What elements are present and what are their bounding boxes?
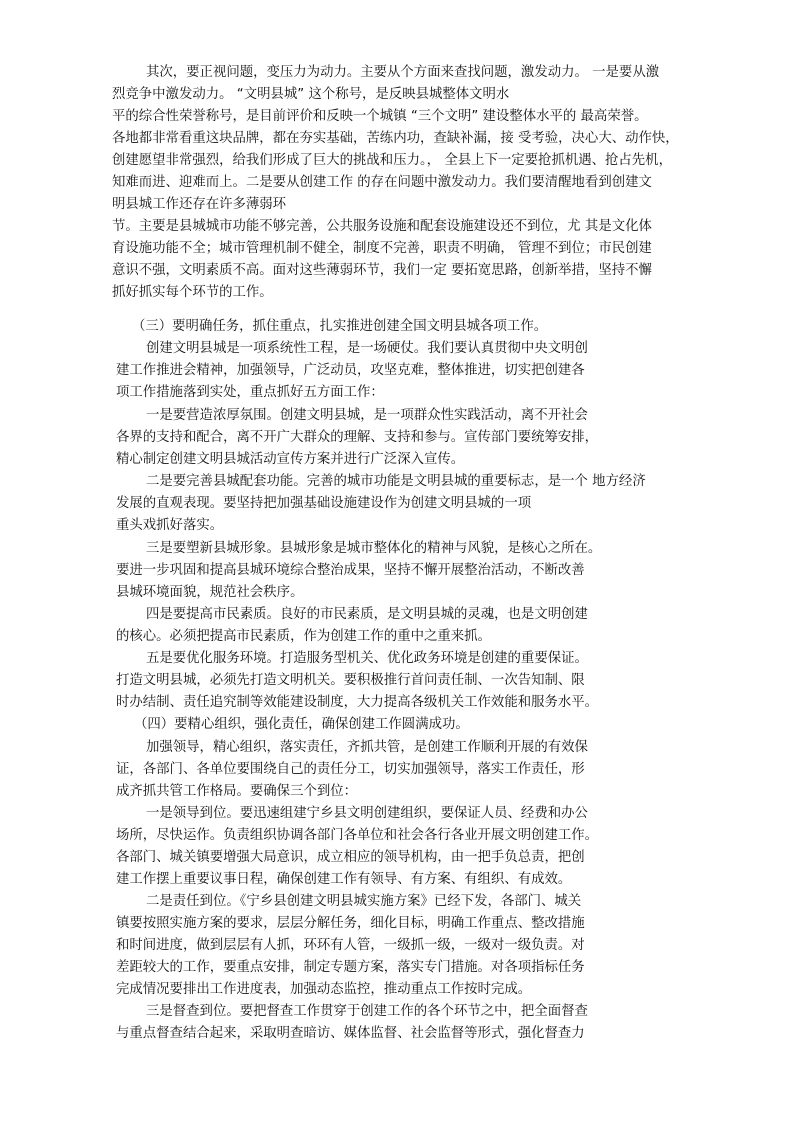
text-line: 其次，要正视问题，变压力为动力。主要从个方面来查找问题，激发动力。 一是要从激	[146, 65, 660, 80]
text-line: 各界的支持和配合，离不开广大群众的理解、支持和参与。宣传部门要统筹安排，	[116, 430, 599, 445]
text-line: 三是督查到位。要把督查工作贯穿于创建工作的各个环节之中，把全面督查	[146, 1004, 588, 1019]
text-line: 县城环境面貌，规范社会秩序。	[116, 585, 304, 600]
text-line: 打造文明县城，必须先打造文明机关。要积极推行首问责任制、一次告知制、限	[116, 673, 585, 688]
text-line: 一是要营造浓厚氛围。创建文明县城，是一项群众性实践活动，离不开社会	[146, 408, 588, 423]
text-line: 精心制定创建文明县城活动宣传方案并进行广泛深入宣传。	[116, 452, 465, 467]
text-line: 五是要优化服务环境。打造服务型机关、优化政务环境是创建的重要保证。	[146, 651, 588, 666]
text-line: 场所，尽快运作。负责组织协调各部门各单位和社会各行各业开展文明创建工作。	[116, 828, 599, 843]
text-line: 烈竞争中激发动力。 “文明县城” 这个称号，是反映县城整体文明水	[112, 87, 510, 102]
section-heading: （三）要明确任务，抓住重点，扎实推进创建全国文明县城各项工作。	[132, 319, 548, 334]
text-line: 各部门、城关镇要增强大局意识，成立相应的领导机构，由一把手负总责，把创	[116, 850, 585, 865]
section-heading: （四）要精心组织，强化责任，确保创建工作圆满成功。	[134, 717, 469, 732]
text-line: 加强领导，精心组织，落实责任，齐抓共管，是创建工作顺利开展的有效保	[146, 740, 588, 755]
text-line: 一是领导到位。要迅速组建宁乡县文明创建组织，要保证人员、经费和办公	[146, 806, 588, 821]
text-line: 的核心。必须把提高市民素质，作为创建工作的重中之重来抓。	[116, 629, 491, 644]
text-line: 平的综合性荣誉称号，是目前评价和反映一个城镇 “三个文明” 建设整体水平的 最高荣誉。	[112, 109, 648, 124]
text-line: 节。主要是县城城市功能不够完善，公共服务设施和配套设施建设还不到位，尤 其是文化体	[112, 219, 652, 234]
text-line: 创建文明县城是一项系统性工程，是一场硬仗。我们要认真贯彻中央文明创	[146, 341, 588, 356]
text-line: 建工作摆上重要议事日程，确保创建工作有领导、有方案、有组织、有成效。	[116, 872, 572, 887]
text-line: 四是要提高市民素质。良好的市民素质，是文明县城的灵魂，也是文明创建	[146, 607, 588, 622]
text-line: 和时间进度，做到层层有人抓，环环有人管，一级抓一级，一级对一级负责。对	[116, 938, 585, 953]
text-line: 要进一步巩固和提高县城环境综合整治成果，坚持不懈开展整治活动，不断改善	[116, 563, 585, 578]
text-line: 成齐抓共管工作格局。要确保三个到位：	[116, 784, 358, 799]
text-line: 创建愿望非常强烈，给我们形成了巨大的挑战和压力。， 全县上下一定要抢抓机遇、抢占先机，	[112, 153, 672, 168]
text-line: 意识不强，文明素质不高。面对这些薄弱环节，我们一定 要拓宽思路，创新举措，坚持不懈	[112, 263, 652, 278]
text-line: 建工作推进会精神，加强领导，广泛动员，攻坚克难，整体推进，切实把创建各	[116, 363, 585, 378]
text-line: 二是责任到位。《宁乡县创建文明县城实施方案》已经下发，各部门、城关	[146, 894, 582, 909]
text-line: 三是要塑新县城形象。县城形象是城市整体化的精神与风貌，是核心之所在。	[146, 541, 602, 556]
text-line: 发展的直观表现。要坚持把加强基础设施建设作为创建文明县城的一项	[116, 496, 532, 511]
text-line: 与重点督查结合起来，采取明查暗访、媒体监督、社会监督等形式，强化督查力	[116, 1026, 585, 1041]
text-line: 时办结制、责任追究制等效能建设制度，大力提高各级机关工作效能和服务水平。	[116, 695, 599, 710]
text-line: 二是要完善县城配套功能。完善的城市功能是文明县城的重要标志，是一个 地方经济	[146, 474, 646, 489]
text-line: 抓好抓实每个环节的工作。	[112, 285, 273, 300]
text-line: 各地都非常看重这块品牌，都在夯实基础，苦练内功，查缺补漏，接 受考验，决心大、动作快，	[112, 131, 679, 146]
text-line: 项工作措施落到实处，重点抓好五方面工作：	[116, 385, 384, 400]
text-line: 证，各部门、各单位要围绕自己的责任分工，切实加强领导，落实工作责任，形	[116, 762, 585, 777]
text-line: 完成情况要排出工作进度表，加强动态监控，推动重点工作按时完成。	[116, 982, 532, 997]
text-line: 重头戏抓好落实。	[116, 518, 224, 533]
text-line: 育设施功能不全；城市管理机制不健全，制度不完善，职责不明确， 管理不到位；市民创建	[112, 241, 652, 256]
text-line: 明县城工作还存在许多薄弱环	[112, 197, 287, 212]
text-line: 差距较大的工作，要重点安排，制定专题方案，落实专门措施。对各项指标任务	[116, 960, 585, 975]
text-line: 知难而进、迎难而上。二是要从创建工作 的存在问题中激发动力。我们要清醒地看到创建文	[112, 175, 652, 190]
text-line: 镇要按照实施方案的要求，层层分解任务，细化目标，明确工作重点、整改措施	[116, 916, 585, 931]
